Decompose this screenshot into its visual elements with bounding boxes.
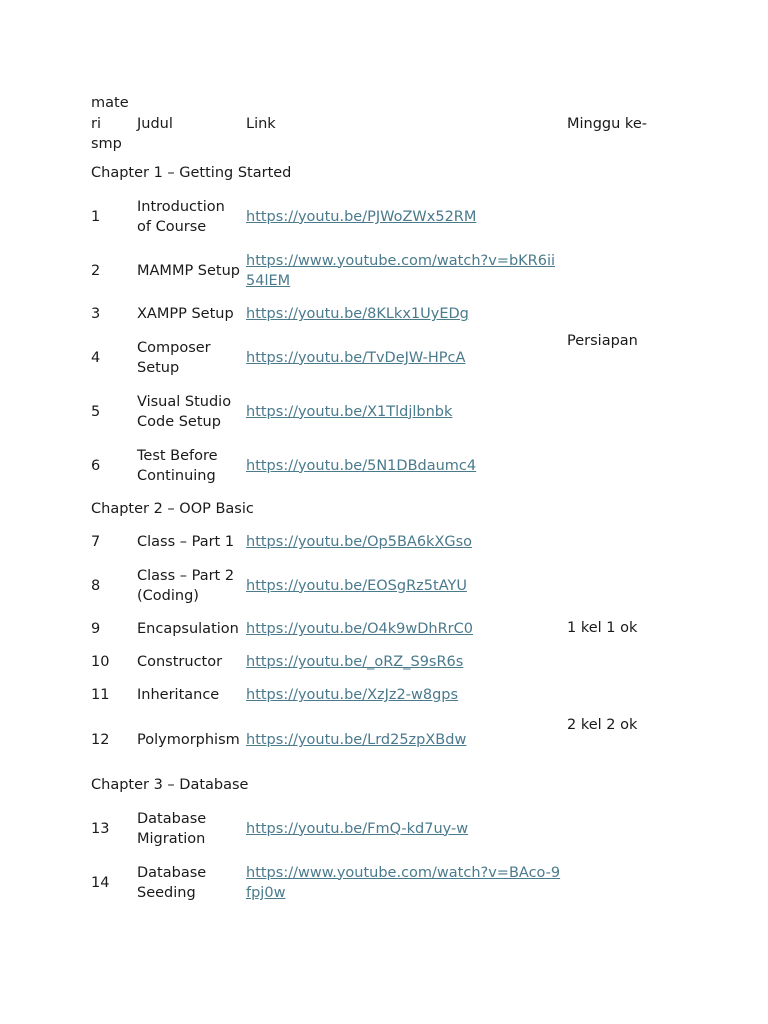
video-link[interactable]: https://youtu.be/_oRZ_S9sR6s bbox=[246, 654, 464, 671]
row-number: 6 bbox=[91, 457, 101, 474]
table-row bbox=[88, 679, 688, 712]
video-link[interactable]: https://youtu.be/8KLkx1UyEDg bbox=[246, 306, 469, 323]
video-link[interactable]: https://www.youtube.com/watch?v=BAco-9fpj0w bbox=[246, 864, 561, 901]
chapter-title: Chapter 3 – Database bbox=[91, 777, 249, 794]
table-row bbox=[88, 712, 688, 769]
row-minggu bbox=[564, 679, 688, 712]
row-minggu bbox=[564, 802, 688, 856]
header-materi: mate ri smp bbox=[91, 95, 129, 153]
row-judul: Inheritance bbox=[137, 687, 220, 704]
row-number: 4 bbox=[91, 349, 101, 366]
chapter-row bbox=[88, 157, 688, 190]
row-minggu-kel2: 2 kel 2 ok bbox=[567, 717, 638, 733]
row-minggu bbox=[564, 244, 688, 298]
row-minggu bbox=[564, 526, 688, 559]
chapter-row bbox=[88, 493, 688, 526]
row-judul: XAMPP Setup bbox=[137, 306, 234, 323]
table-header-row bbox=[88, 91, 688, 157]
video-link[interactable]: https://youtu.be/XzJz2-w8gps bbox=[246, 687, 459, 704]
chapter-title: Chapter 1 – Getting Started bbox=[91, 165, 292, 182]
video-link[interactable]: https://youtu.be/FmQ-kd7uy-w bbox=[246, 820, 469, 837]
video-link[interactable]: https://youtu.be/Lrd25zpXBdw bbox=[246, 732, 467, 749]
row-number: 1 bbox=[91, 208, 101, 225]
table-row bbox=[88, 646, 688, 679]
row-judul: MAMMP Setup bbox=[137, 262, 241, 279]
row-judul: Constructor bbox=[137, 654, 223, 671]
video-link[interactable]: https://www.youtube.com/watch?v=bKR6ii54lEM bbox=[246, 252, 556, 289]
header-link: Link bbox=[246, 115, 276, 132]
header-minggu: Minggu ke- bbox=[567, 115, 647, 132]
row-minggu bbox=[564, 439, 688, 493]
table-row bbox=[88, 559, 688, 613]
table-row bbox=[88, 856, 688, 910]
video-link[interactable]: https://youtu.be/PJWoZWx52RM bbox=[246, 208, 477, 225]
header-judul: Judul bbox=[137, 115, 173, 132]
row-number: 12 bbox=[91, 732, 110, 749]
video-link[interactable]: https://youtu.be/TvDeJW-HPcA bbox=[246, 349, 466, 366]
row-number: 13 bbox=[91, 820, 110, 837]
table-row bbox=[88, 298, 688, 331]
row-number: 9 bbox=[91, 621, 101, 638]
row-number: 2 bbox=[91, 262, 101, 279]
table-row bbox=[88, 244, 688, 298]
row-minggu bbox=[564, 190, 688, 244]
row-number: 5 bbox=[91, 403, 101, 420]
table-row bbox=[88, 802, 688, 856]
table-row bbox=[88, 190, 688, 244]
row-minggu bbox=[564, 856, 688, 910]
video-link[interactable]: https://youtu.be/Op5BA6kXGso bbox=[246, 534, 473, 551]
row-judul: Database Seeding bbox=[137, 864, 207, 901]
row-minggu-persiapan: Persiapan bbox=[567, 333, 638, 350]
row-minggu bbox=[564, 646, 688, 679]
row-number: 8 bbox=[91, 577, 101, 594]
row-judul: Introduction of Course bbox=[137, 198, 225, 235]
video-link[interactable]: https://youtu.be/EOSgRz5tAYU bbox=[246, 577, 467, 594]
row-judul: Database Migration bbox=[137, 810, 207, 847]
table-row bbox=[88, 526, 688, 559]
table-row bbox=[88, 385, 688, 439]
row-number: 7 bbox=[91, 534, 101, 551]
row-number: 10 bbox=[91, 654, 110, 671]
row-judul: Class – Part 2 (Coding) bbox=[137, 567, 235, 604]
row-number: 11 bbox=[91, 687, 110, 704]
video-link[interactable]: https://youtu.be/O4k9wDhRrC0 bbox=[246, 621, 473, 638]
chapter-title: Chapter 2 – OOP Basic bbox=[91, 501, 254, 518]
row-judul: Class – Part 1 bbox=[137, 534, 235, 551]
video-link[interactable]: https://youtu.be/5N1DBdaumc4 bbox=[246, 457, 477, 474]
row-judul: Visual Studio Code Setup bbox=[137, 393, 232, 430]
materi-table bbox=[88, 91, 688, 910]
video-link[interactable]: https://youtu.be/X1Tldjlbnbk bbox=[246, 403, 453, 420]
row-judul: Polymorphism bbox=[137, 732, 240, 749]
row-judul: Composer Setup bbox=[137, 339, 211, 376]
chapter-row bbox=[88, 769, 688, 802]
row-judul: Test Before Continuing bbox=[137, 447, 218, 484]
table-row bbox=[88, 439, 688, 493]
row-number: 14 bbox=[91, 874, 110, 891]
row-judul: Encapsulation bbox=[137, 621, 239, 638]
row-minggu-kel1: 1 kel 1 ok bbox=[567, 619, 638, 636]
row-number: 3 bbox=[91, 306, 101, 323]
row-minggu bbox=[564, 385, 688, 439]
